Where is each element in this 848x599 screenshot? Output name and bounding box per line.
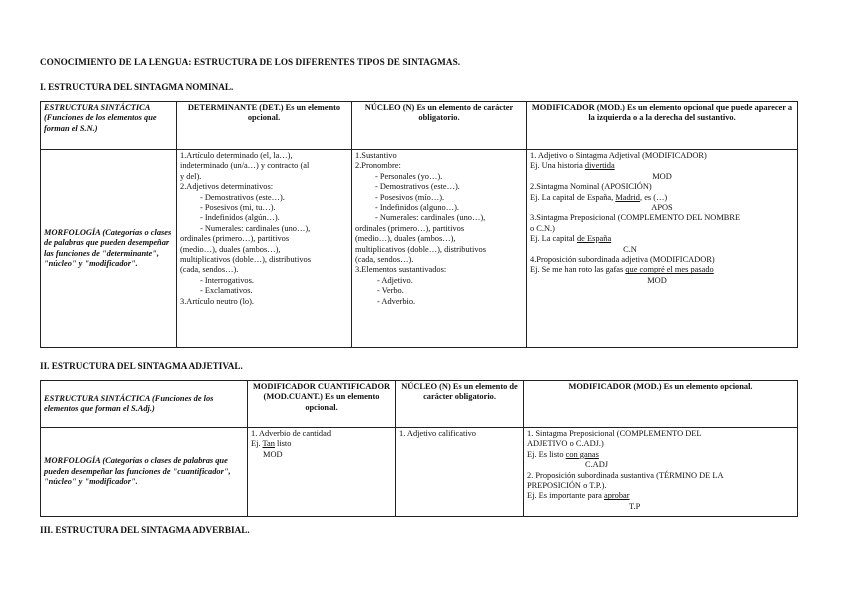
list-item: - Demostrativos (este…). <box>200 192 285 202</box>
list-item: 4.Proposición subordinada adjetiva (MODIFICADOR) <box>530 255 715 265</box>
function-tag: C.N <box>623 244 637 254</box>
underlined-example: con ganas <box>565 449 599 459</box>
header-estructura-bold: ESTRUCTURA SINTÁCTICA <box>44 103 150 112</box>
function-tag: APOS <box>651 203 673 213</box>
header-estructura-rest: (Funciones de los elementos que forman el S.N.) <box>44 113 157 133</box>
list-item: (medio…), duales (ambos…), <box>355 234 456 244</box>
header-modificador: MODIFICADOR (MOD.) Es un elemento opcional. <box>524 381 798 428</box>
example-text: Ej. Una historia <box>530 161 585 171</box>
list-item: - Demostrativos (este…). <box>375 182 460 192</box>
list-item: ordinales (primero…), partitivos <box>180 234 290 244</box>
list-item: ordinales (primero…), partitivos <box>355 223 465 233</box>
list-item: - Adjetivo. <box>377 275 413 285</box>
list-item <box>530 234 794 244</box>
list-item: 1.Sustantivo <box>355 151 397 160</box>
section-title-nominal: I. ESTRUCTURA DEL SINTAGMA NOMINAL. <box>40 82 234 92</box>
example-text: Ej. <box>251 439 263 449</box>
example-text: Ej. La capital <box>530 234 577 244</box>
list-item: 2. Proposición subordinada sustantiva (TÉRMINO DE LA <box>527 470 724 480</box>
list-item: PREPOSICIÓN o T.P.). <box>527 481 607 491</box>
table-sintagma-nominal <box>40 101 798 348</box>
underlined-example: que compré el mes pasado <box>625 265 714 275</box>
modificador-cell <box>527 150 798 348</box>
morfologia-cell: MORFOLOGÍA (Categorías o clases de palabras que pueden desempeñar las funciones de "determinante", "núcleo" y "modificador". <box>41 150 177 348</box>
cuantificador-cell <box>248 428 396 517</box>
list-item: o C.N.) <box>530 223 555 233</box>
header-nucleo: NÚCLEO (N) Es un elemento de carácter obligatorio. <box>396 381 524 428</box>
nucleo-cell <box>352 150 527 348</box>
list-item: (cada, sendos…). <box>355 255 414 265</box>
list-item: (cada, sendos…). <box>180 265 239 275</box>
list-item: - Personales (yo…). <box>375 171 443 181</box>
table-header-row <box>41 381 798 428</box>
table-sintagma-adjetival <box>40 380 798 517</box>
function-tag: C.ADJ <box>585 460 609 470</box>
list-item: multiplicativos (doble…), distributivos <box>355 244 486 254</box>
determinante-cell <box>177 150 352 348</box>
list-item <box>530 265 794 275</box>
list-item: (medio…), duales (ambos…), <box>180 244 281 254</box>
list-item: 3.Artículo neutro (lo). <box>180 296 254 306</box>
underlined-example: divertida <box>584 161 615 171</box>
example-text: Ej. Se me han roto las gafas <box>530 265 626 275</box>
list-item <box>251 439 392 449</box>
list-item: y del). <box>180 171 202 181</box>
list-item: 1. Sintagma Preposicional (COMPLEMENTO DEL <box>527 429 702 438</box>
example-text: Ej. La capital de España, <box>530 192 616 202</box>
list-item: 2.Pronombre: <box>355 161 401 171</box>
header-estructura <box>41 381 248 428</box>
example-text: Ej. Es importante para <box>527 491 604 501</box>
header-nucleo: NÚCLEO (N) Es un elemento de carácter obligatorio. <box>352 102 527 150</box>
header-modificador: MODIFICADOR (MOD.) Es un elemento opcional que puede aparecer a la izquierda o a la derecha del sustantivo. <box>527 102 798 150</box>
list-item: - Numerales: cardinales (uno…), <box>375 213 486 223</box>
list-item <box>527 491 794 501</box>
list-item: 2.Sintagma Nominal (APOSICIÓN) <box>530 182 652 192</box>
list-item <box>527 450 794 460</box>
list-item: - Indefinidos (alguno…). <box>375 203 459 213</box>
example-text: , es (…) <box>640 192 668 202</box>
function-tag: MOD <box>263 449 283 459</box>
table-header-row <box>41 102 798 150</box>
function-tag: MOD <box>652 171 672 181</box>
function-tag: MOD <box>647 275 667 285</box>
list-item: 1. Adverbio de cantidad <box>251 429 332 438</box>
header-cuantificador: MODIFICADOR CUANTIFICADOR (MOD.CUANT.) Es un elemento opcional. <box>248 381 396 428</box>
list-item: ADJETIVO o C.ADJ.) <box>527 439 604 449</box>
document-title: CONOCIMIENTO DE LA LENGUA: ESTRUCTURA DE LOS DIFERENTES TIPOS DE SINTAGMAS. <box>40 57 461 67</box>
list-item: 1.Artículo determinado (el, la…), <box>180 151 293 160</box>
list-item <box>530 193 794 203</box>
example-text: Ej. Es listo <box>527 449 566 459</box>
list-item: - Numerales: cardinales (uno…), <box>200 223 311 233</box>
section-title-adverbial: III. ESTRUCTURA DEL SINTAGMA ADVERBIAL. <box>40 525 250 535</box>
list-item: - Exclamativos. <box>200 286 253 296</box>
list-item: indeterminado (un/a…) y contracto (al <box>180 161 310 171</box>
list-item: 3.Sintagma Preposicional (COMPLEMENTO DEL NOMBRE <box>530 213 741 223</box>
example-text: listo <box>274 439 292 449</box>
list-item: 2.Adjetivos determinativos: <box>180 182 274 192</box>
underlined-example: Madrid <box>615 192 640 202</box>
underlined-example: de España <box>576 234 612 244</box>
section-title-adjetival: II. ESTRUCTURA DEL SINTAGMA ADJETIVAL. <box>40 361 243 371</box>
list-item: - Verbo. <box>377 286 404 296</box>
list-item: - Posesivos (mío…). <box>375 192 445 202</box>
table-row <box>41 428 798 517</box>
list-item: multiplicativos (doble…), distributivos <box>180 255 311 265</box>
list-item: - Interrogativos. <box>200 275 254 285</box>
list-item: 3.Elementos sustantivados: <box>355 265 447 275</box>
underlined-example: aprobar <box>603 491 630 501</box>
header-estructura <box>41 102 177 150</box>
underlined-example: Tan <box>262 439 275 449</box>
header-estructura-rest: (Funciones de los elementos que forman el S.Adj.) <box>44 393 214 413</box>
list-item: - Adverbio. <box>377 296 416 306</box>
function-tag: T.P <box>629 501 641 511</box>
table-row <box>41 150 798 348</box>
morfologia-cell: MORFOLOGÍA (Categorías o clases de palabras que pueden desempeñar las funciones de "cuantificador", "núcleo" y "modificador". <box>41 428 248 517</box>
list-item: - Posesivos (mi, tu…). <box>200 203 276 213</box>
list-item: 1. Adjetivo o Sintagma Adjetival (MODIFICADOR) <box>530 151 707 160</box>
header-determinante: DETERMINANTE (DET.) Es un elemento opcional. <box>177 102 352 150</box>
nucleo-cell: 1. Adjetivo calificativo <box>396 428 524 517</box>
modificador-cell <box>524 428 798 517</box>
list-item: - Indefinidos (algún…). <box>200 213 280 223</box>
list-item <box>530 161 794 171</box>
header-estructura-bold: ESTRUCTURA SINTÁCTICA <box>44 393 150 403</box>
